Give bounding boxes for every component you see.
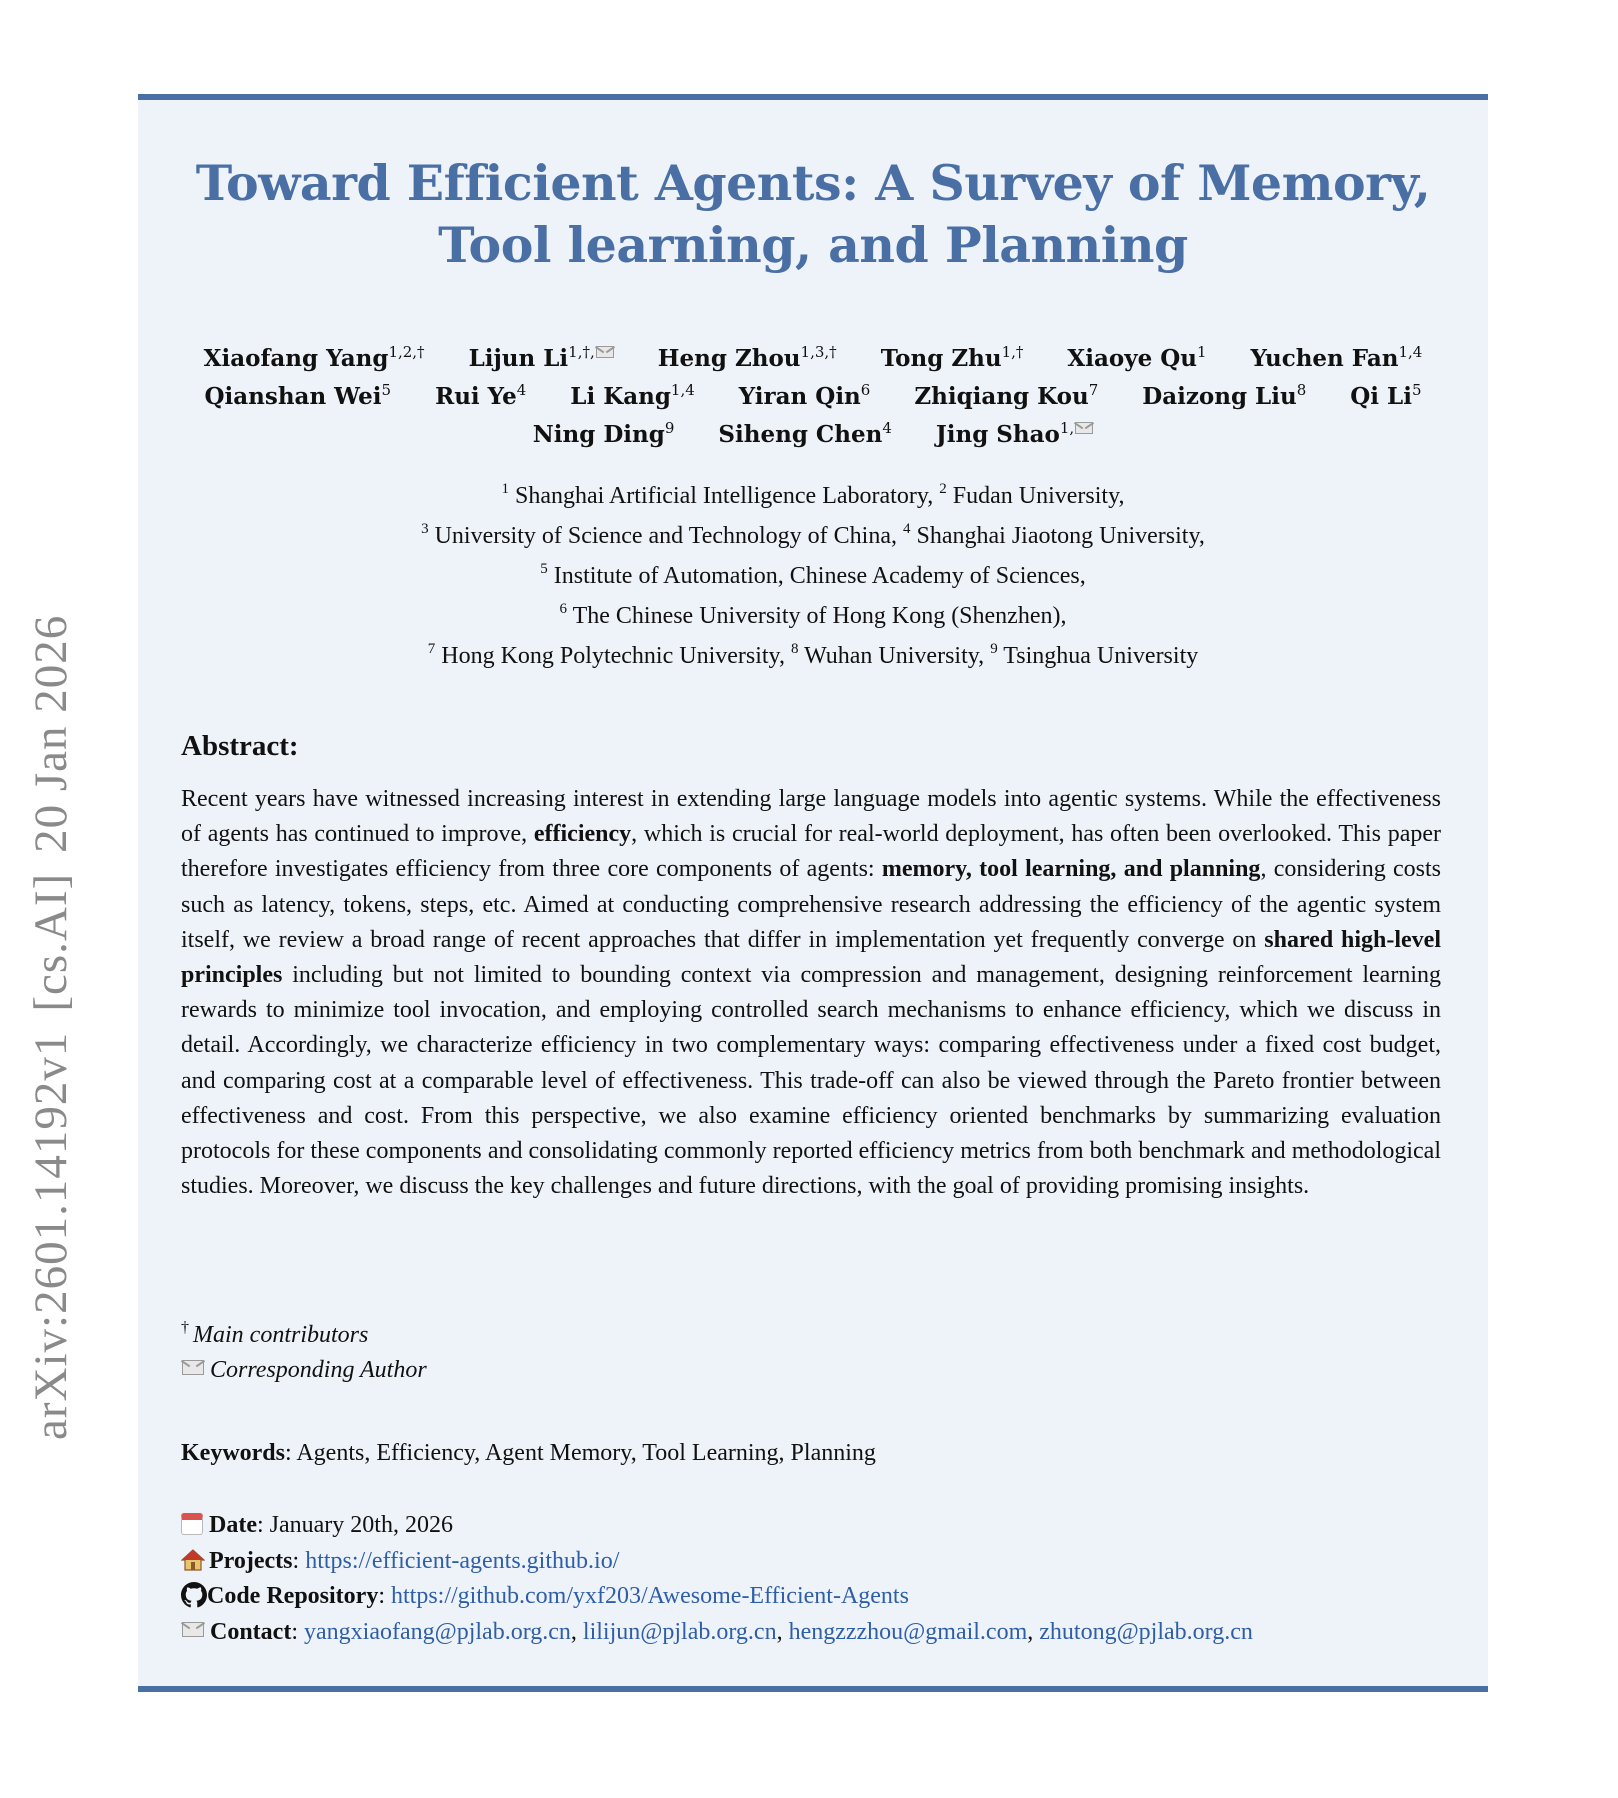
contact-email-link[interactable]: zhutong@pjlab.org.cn (1039, 1618, 1253, 1645)
affiliation-line: $^6$ The Chinese University of Hong Kong (Shenzhen), (559, 601, 1067, 629)
contact-row: Contact: yangxiaofang@pjlab.org.cn, lilijun@pjlab.org.cn, hengzzzhou@gmail.com, zhutong@pjlab.org.cn (181, 1615, 1253, 1651)
house-icon (181, 1549, 205, 1571)
keywords-value: Agents, Efficiency, Agent Memory, Tool Learning, Planning (296, 1440, 876, 1466)
affiliation-list (138, 476, 1488, 676)
affiliation-line: $^7$ Hong Kong Polytechnic University, $^8$ Wuhan University, $^9$ Tsinghua University (427, 641, 1199, 669)
author: Yuchen Fan$^{1,4}$ (1250, 343, 1423, 372)
author-list (138, 340, 1488, 454)
date-row: Date: January 20th, 2026 (181, 1508, 1253, 1544)
arxiv-id: arXiv:2601.14192v1 (25, 1031, 77, 1440)
author: Yiran Qin$^6$ (738, 381, 871, 410)
author-line-2 (138, 378, 1488, 416)
title-line-1: Toward Efficient Agents: A Survey of Memory, (195, 154, 1431, 212)
author: Qi Li$^5$ (1350, 381, 1422, 410)
author: Lijun $Li^{1,\dagger,}$ (469, 340, 614, 378)
author: Tong Zhu$^{1,\dagger}$ (880, 343, 1024, 372)
paper-title (138, 152, 1488, 276)
footnotes (181, 1318, 427, 1388)
author: Ning Ding$^9$ (532, 419, 675, 448)
abstract-heading: Abstract: (181, 730, 299, 762)
author: Zhiqiang Kou$^7$ (914, 381, 1099, 410)
projects-row: Projects: https://efficient-agents.github.io/ (181, 1544, 1253, 1580)
keywords-label: Keywords (181, 1440, 285, 1466)
title-line-2: Tool learning, and Planning (438, 216, 1188, 274)
envelope-icon (1075, 422, 1093, 434)
author: Siheng Chen$^4$ (718, 419, 892, 448)
contact-email-link[interactable]: lilijun@pjlab.org.cn (582, 1618, 777, 1645)
projects-link[interactable]: https://efficient-agents.github.io/ (305, 1547, 620, 1574)
contact-email-link[interactable]: hengzzzhou@gmail.com (788, 1618, 1028, 1645)
author-line-1 (138, 340, 1488, 378)
author: Li Kang$^{1,4}$ (570, 381, 695, 410)
code-row: Code Repository: https://github.com/yxf203/Awesome-Efficient-Agents (181, 1579, 1253, 1615)
contact-email-link[interactable]: yangxiaofang@pjlab.org.cn (304, 1618, 571, 1645)
paper-meta (181, 1508, 1253, 1650)
author: Rui Ye$^4$ (435, 381, 527, 410)
author: Qianshan Wei$^5$ (204, 381, 392, 410)
abstract-body: Recent years have witnessed increasing interest in extending large language models into agentic systems. While the effectiveness of agents has continued to improve, efficiency, which is crucial for real-world deployment, has often been overlooked. This paper therefore investigates efficiency from three core components of agents: memory, tool learning, and planning, considering costs such as latency, tokens, steps, etc. Aimed at conducting comprehensive research addressing the efficiency of the agentic system itself, we review a broad range of recent approaches that differ in implementation yet frequently converge on shared high-level principles including but not limited to bounding context via compression and management, designing reinforcement learning rewards to minimize tool invocation, and employing controlled search mechanisms to enhance efficiency, which we discuss in detail. Accordingly, we characterize efficiency in two complementary ways: comparing effectiveness under a fixed cost budget, and comparing cost at a comparable level of effectiveness. This trade-off can also be viewed through the Pareto frontier between effectiveness and cost. From this perspective, we also examine efficiency oriented benchmarks by summarizing evaluation protocols for these components and consolidating commonly reported efficiency metrics from both benchmark and methodological studies. Moreover, we discuss the key challenges and future directions, with the goal of providing promising insights. (181, 786, 1442, 1200)
footnote-main-contributors: † Main contributors (181, 1319, 369, 1348)
envelope-icon (596, 346, 614, 358)
author-line-3 (138, 416, 1488, 454)
affiliation-line: $^3$ University of Science and Technology of China, $^4$ Shanghai Jiaotong University, (421, 521, 1205, 549)
title-page-panel (138, 100, 1488, 1686)
author: Xiaoye Qu$^1$ (1067, 343, 1207, 372)
calendar-icon (181, 1513, 203, 1535)
author: Jing Shao$^{1,}$ (936, 416, 1093, 454)
envelope-icon (182, 1622, 204, 1637)
arxiv-stamp (24, 615, 78, 1440)
author: Daizong Liu$^8$ (1142, 381, 1307, 410)
github-icon (181, 1582, 207, 1608)
affiliation-line: $^1$ Shanghai Artificial Intelligence Laboratory, $^2$ Fudan University, (501, 481, 1125, 509)
keywords: Keywords: Agents, Efficiency, Agent Memory, Tool Learning, Planning (181, 1440, 876, 1466)
arxiv-category: [cs.AI] (25, 872, 77, 1012)
author: Heng Zhou$^{1,3,\dagger}$ (657, 343, 837, 372)
author: Xiaofang Yang$^{1,2,\dagger}$ (203, 343, 425, 372)
affiliation-line: $^5$ Institute of Automation, Chinese Academy of Sciences, (540, 561, 1086, 589)
code-repository-link[interactable]: https://github.com/yxf203/Awesome-Efficient-Agents (391, 1583, 909, 1609)
envelope-icon (182, 1360, 204, 1375)
bottom-rule (138, 1686, 1488, 1692)
footnote-corresponding: Corresponding Author (181, 1353, 427, 1388)
arxiv-date: 20 Jan 2026 (25, 614, 77, 853)
